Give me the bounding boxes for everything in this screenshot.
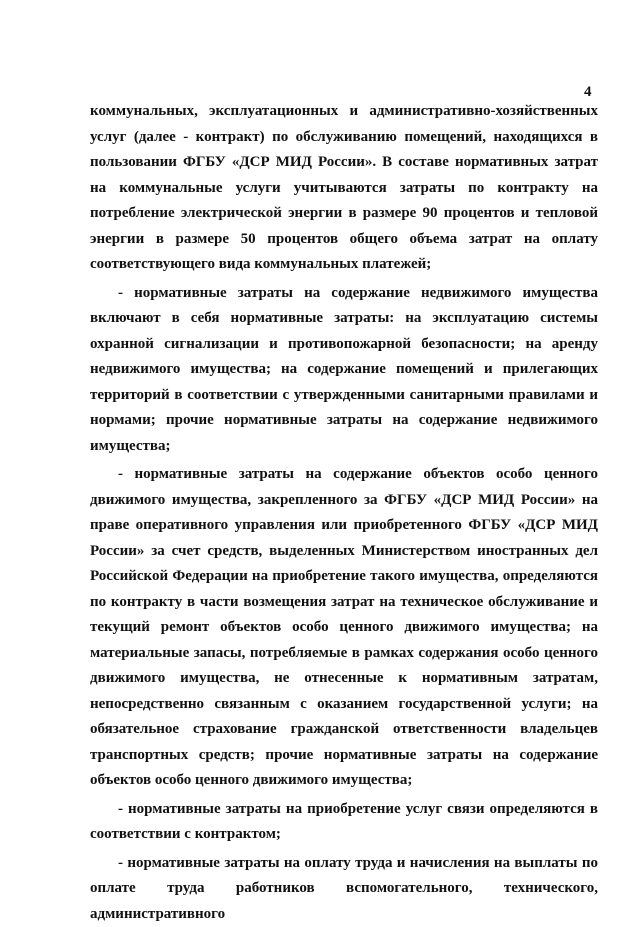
paragraph-utilities-continuation: коммунальных, эксплуатационных и административно-хозяйственных услуг (далее - контракт) по обслуживанию помещений, находящихся в пользовании ФГБУ «ДСР МИД России». В составе нормативных затрат на коммунальные услуги учитываются затраты по контракту на потребление электрической энергии в размере 90 процентов и тепловой энергии в размере 50 процентов общего объема затрат на оплату соответствующего вида коммунальных платежей; bbox=[90, 99, 598, 278]
paragraph-real-estate-costs: - нормативные затраты на содержание недвижимого имущества включают в себя нормативные затраты: на эксплуатацию системы охранной сигнализации и противопожарной безопасности; на аренду недвижимого имущества; на содержание помещений и прилегающих территорий в соответствии с утвержденными санитарными правилами и нормами; прочие нормативные затраты на содержание недвижимого имущества; bbox=[90, 281, 598, 460]
page-number: 4 bbox=[584, 84, 592, 101]
paragraph-labor-costs: - нормативные затраты на оплату труда и начисления на выплаты по оплате труда работников вспомогательного, технического, административного bbox=[90, 851, 598, 927]
document-body bbox=[90, 99, 598, 927]
paragraph-movable-property-costs: - нормативные затраты на содержание объектов особо ценного движимого имущества, закрепленного за ФГБУ «ДСР МИД России» на праве оперативного управления или приобретенного ФГБУ «ДСР МИД России» за счет средств, выделенных Министерством иностранных дел Российской Федерации на приобретение такого имущества, определяются по контракту в части возмещения затрат на техническое обслуживание и текущий ремонт объектов особо ценного движимого имущества; на материальные запасы, потребляемые в рамках содержания особо ценного движимого имущества, не отнесенные к нормативным затратам, непосредственно связанным с оказанием государственной услуги; на обязательное страхование гражданской ответственности владельцев транспортных средств; прочие нормативные затраты на содержание объектов особо ценного движимого имущества; bbox=[90, 462, 598, 794]
paragraph-communication-costs: - нормативные затраты на приобретение услуг связи определяются в соответствии с контрактом; bbox=[90, 797, 598, 848]
